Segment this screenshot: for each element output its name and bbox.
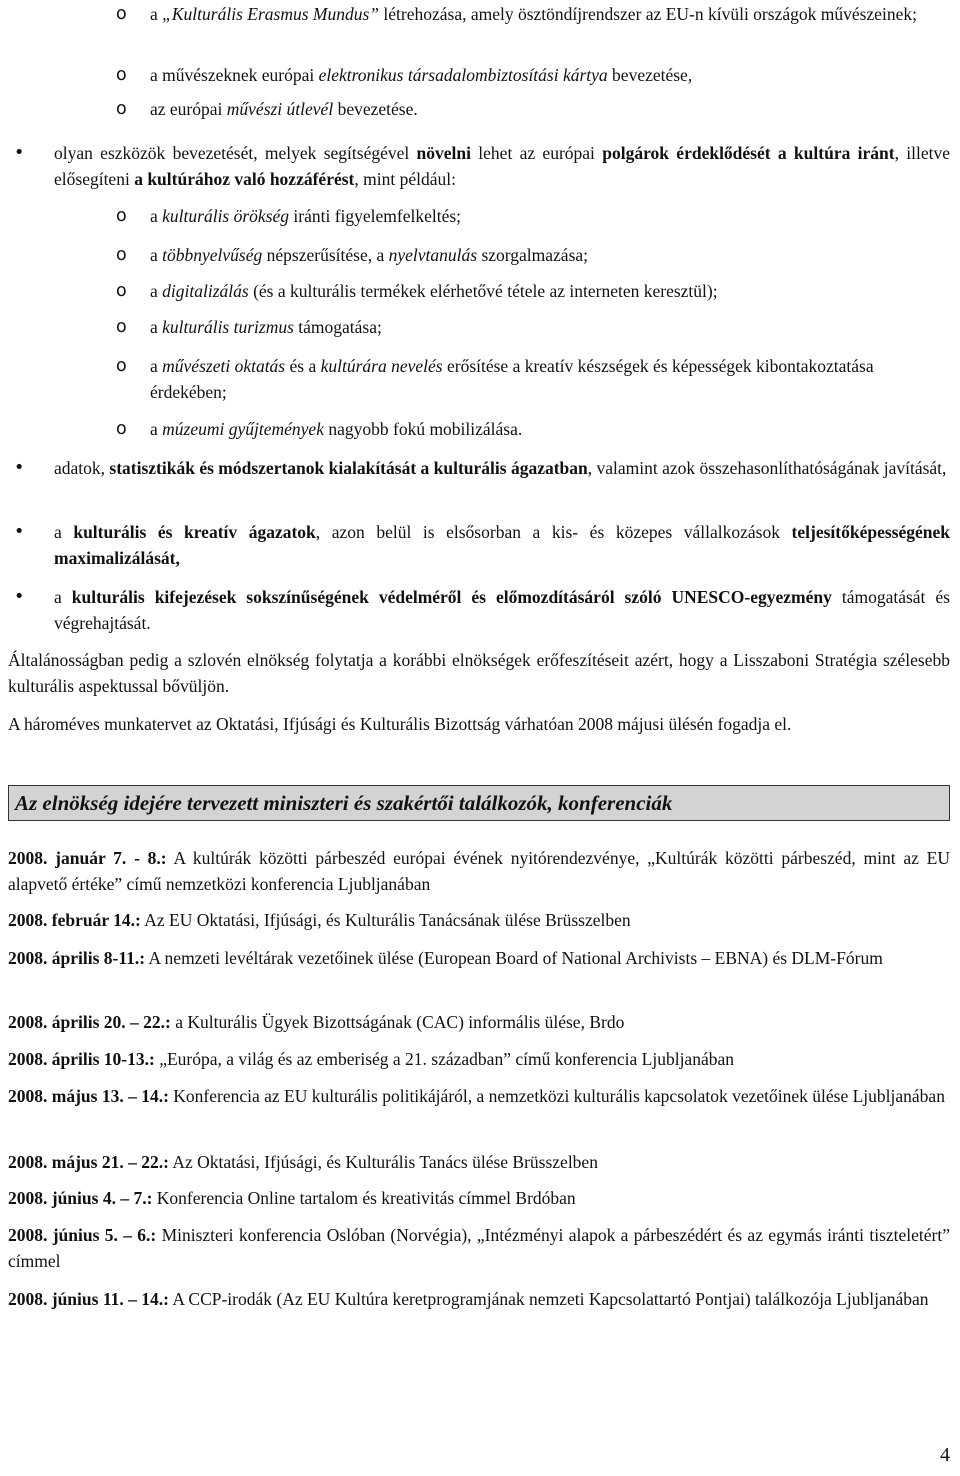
sub-bullet-marker: o xyxy=(116,65,127,85)
sub-item xyxy=(8,96,950,122)
bullet-marker: • xyxy=(14,522,25,542)
italic-text: digitalizálás xyxy=(162,281,249,301)
event-item xyxy=(8,1222,950,1274)
text-run: és a xyxy=(285,356,321,376)
italic-text: művészeti oktatás xyxy=(162,356,286,376)
bold-text: statisztikák és módszertanok kialakítását a kulturális ágazatban xyxy=(109,458,588,478)
paragraph: A hároméves munkatervet az Oktatási, Ifjúsági és Kulturális Bizottság várhatóan 2008 májusi ülésén fogadja el. xyxy=(8,714,792,734)
event-date: 2008. január 7. - 8.: xyxy=(8,848,167,868)
sub-bullet-marker: o xyxy=(116,281,127,301)
sub-bullet-marker: o xyxy=(116,356,127,376)
event-item xyxy=(8,845,950,897)
bullet-marker: • xyxy=(14,458,25,478)
event-description: Konferencia Online tartalom és kreativitás címmel Brdóban xyxy=(152,1188,576,1208)
sub-bullet-marker: o xyxy=(116,245,127,265)
text-run: a xyxy=(150,317,163,337)
section-heading: Az elnökség idejére tervezett miniszteri és szakértői találkozók, konferenciák xyxy=(8,785,950,821)
text-run: létrehozása, amely ösztöndíjrendszer az EU-n kívüli országok művészeinek; xyxy=(379,4,917,24)
event-description: a Kulturális Ügyek Bizottságának (CAC) informális ülése, Brdo xyxy=(170,1012,625,1032)
event-date: 2008. április 20. – 22.: xyxy=(8,1012,171,1032)
text-run: , illetve elősegíteni xyxy=(54,143,950,189)
sub-bullet-marker: o xyxy=(116,419,127,439)
text-run: a xyxy=(150,245,163,265)
event-item xyxy=(8,1185,950,1211)
bold-text: teljesítőképességének maximalizálását, xyxy=(54,522,950,568)
bold-text: növelni xyxy=(416,143,471,163)
event-item xyxy=(8,1286,950,1312)
event-date: 2008. április 10-13.: xyxy=(8,1049,155,1069)
event-date: 2008. június 5. – 6.: xyxy=(8,1225,157,1245)
bold-text: polgárok érdeklődését a kultúra iránt xyxy=(602,143,895,163)
event-description: Konferencia az EU kulturális politikájáról, a nemzetközi kulturális kapcsolatok vezetőinek ülése Ljubljanában xyxy=(168,1086,945,1106)
text-run: (és a kulturális termékek elérhetővé tétele az interneten keresztül); xyxy=(248,281,718,301)
event-description: Az EU Oktatási, Ifjúsági, és Kulturális Tanácsának ülése Brüsszelben xyxy=(140,910,631,930)
italic-text: kulturális turizmus xyxy=(162,317,294,337)
sub-item xyxy=(8,353,950,405)
sub-bullet-marker: o xyxy=(116,99,127,119)
text-run: olyan eszközök bevezetését, melyek segítségével xyxy=(54,143,417,163)
bullet-item xyxy=(8,140,950,192)
event-description: Miniszteri konferencia Oslóban (Norvégia), „Intézményi alapok a párbeszédért és az egymás iránti tiszteletért” címmel xyxy=(8,1225,950,1271)
event-description: A CCP-irodák (Az EU Kultúra keretprogramjának nemzeti Kapcsolattartó Pontjai) találkozója Ljubljanában xyxy=(168,1289,929,1309)
event-description: „Európa, a világ és az emberiség a 21. században” című konferencia Ljubljanában xyxy=(154,1049,734,1069)
event-item xyxy=(8,945,950,971)
event-item xyxy=(8,907,950,933)
bullet-item xyxy=(8,519,950,571)
text-run: , mint például: xyxy=(354,169,456,189)
text-run: adatok, xyxy=(54,458,110,478)
event-description: A nemzeti levéltárak vezetőinek ülése (European Board of National Archivists – EBNA) és DLM-Fórum xyxy=(145,948,883,968)
event-date: 2008. május 21. – 22.: xyxy=(8,1152,169,1172)
text-run: , valamint azok összehasonlíthatóságának javítását, xyxy=(587,458,947,478)
paragraph: Általánosságban pedig a szlovén elnökség folytatja a korábbi elnökségek erőfeszítéseit azért, hogy a Lisszaboni Stratégia szélesebb kulturális aspektussal bővüljön. xyxy=(8,650,950,696)
text-run: a xyxy=(54,587,72,607)
text-run: iránti figyelemfelkeltés; xyxy=(289,206,462,226)
text-run: , azon belül is elsősorban a kis- és közepes vállalkozások xyxy=(315,522,792,542)
text-run: nagyobb fokú mobilizálása. xyxy=(323,419,523,439)
event-item xyxy=(8,1009,950,1035)
italic-text: múzeumi gyűjtemények xyxy=(162,419,324,439)
bold-text: kulturális és kreatív ágazatok xyxy=(73,522,316,542)
italic-text: kulturális örökség xyxy=(162,206,290,226)
event-item xyxy=(8,1046,950,1072)
event-description: Az Oktatási, Ifjúsági, és Kulturális Tanács ülése Brüsszelben xyxy=(168,1152,598,1172)
text-run: bevezetése, xyxy=(607,65,693,85)
text-run: a xyxy=(150,356,163,376)
italic-text: „Kulturális Erasmus Mundus” xyxy=(162,4,380,24)
event-date: 2008. május 13. – 14.: xyxy=(8,1086,169,1106)
text-run: a művészeknek európai xyxy=(150,65,319,85)
event-description: A kultúrák közötti párbeszéd európai évének nyitórendezvénye, „Kultúrák közötti párbeszéd, mint az EU alapvető értéke” című nemzetközi konferencia Ljubljanában xyxy=(8,848,950,894)
sub-bullet-marker: o xyxy=(116,4,127,24)
text-run: bevezetése. xyxy=(333,99,418,119)
event-item xyxy=(8,1149,950,1175)
bullet-item xyxy=(8,455,950,481)
bold-text: a kultúrához való hozzáférést xyxy=(134,169,355,189)
italic-text: nyelvtanulás xyxy=(388,245,478,265)
bold-text: kulturális kifejezések sokszínűségének védelméről és előmozdításáról szóló UNESCO-egyezmény xyxy=(71,587,832,607)
text-run: szorgalmazása; xyxy=(477,245,589,265)
event-date: 2008. június 11. – 14.: xyxy=(8,1289,169,1309)
text-run: a xyxy=(150,281,163,301)
text-run: az európai xyxy=(150,99,227,119)
text-run: lehet az európai xyxy=(471,143,603,163)
event-date: 2008. április 8-11.: xyxy=(8,948,146,968)
sub-item xyxy=(8,62,950,88)
text-run: erősítése a kreatív készségek és képességek kibontakoztatása érdekében; xyxy=(150,356,874,402)
sub-bullet-marker: o xyxy=(116,317,127,337)
text-run: népszerűsítése, a xyxy=(262,245,389,265)
page-number: 4 xyxy=(940,1444,950,1466)
italic-text: művészi útlevél xyxy=(226,99,334,119)
sub-item xyxy=(8,203,950,229)
bullet-marker: • xyxy=(14,587,25,607)
text-run: a xyxy=(150,419,163,439)
italic-text: többnyelvűség xyxy=(162,245,263,265)
text-run: a xyxy=(54,522,74,542)
event-date: 2008. június 4. – 7.: xyxy=(8,1188,153,1208)
sub-item xyxy=(8,278,950,304)
sub-bullet-marker: o xyxy=(116,206,127,226)
sub-item xyxy=(8,416,950,442)
text-run: támogatását és végrehajtását. xyxy=(54,587,950,633)
text-run: a xyxy=(150,206,163,226)
text-run: a xyxy=(150,4,163,24)
event-date: 2008. február 14.: xyxy=(8,910,141,930)
bullet-marker: • xyxy=(14,143,25,163)
italic-text: elektronikus társadalombiztosítási kártya xyxy=(318,65,608,85)
sub-item xyxy=(8,242,950,268)
sub-item xyxy=(8,314,950,340)
italic-text: kultúrára nevelés xyxy=(320,356,443,376)
sub-item xyxy=(8,1,950,27)
event-item xyxy=(8,1083,950,1109)
text-run: támogatása; xyxy=(293,317,382,337)
bullet-item xyxy=(8,584,950,636)
